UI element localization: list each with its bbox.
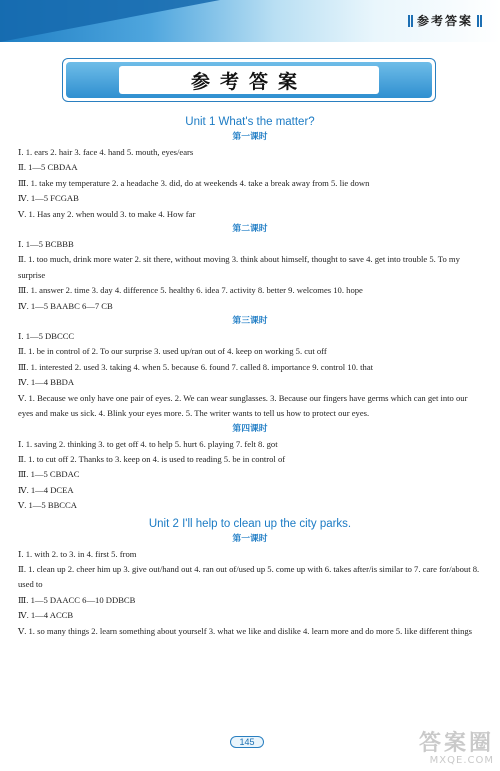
answer-line: Ⅲ. 1. interested 2. used 3. taking 4. when 5. because 6. found 7. called 8. importance 9. control 10. that <box>18 361 374 372</box>
lesson-title: 第二课时 <box>232 224 268 235</box>
answer-line: Ⅰ. 1. with 2. to 3. in 4. first 5. from <box>18 548 137 559</box>
lesson-title: 第一课时 <box>232 132 268 142</box>
answer-line: Ⅲ. 1—5 CBDAC <box>18 469 80 480</box>
answer-line: Ⅳ. 1—4 ACCB <box>18 610 74 621</box>
answer-line: Ⅰ. 1—5 DBCCC <box>18 331 75 342</box>
answer-line: Ⅲ. 1—5 DAACC 6—10 DDBCB <box>18 594 136 605</box>
answer-line: Ⅴ. 1—5 BBCCA <box>18 500 77 511</box>
answer-line: Ⅳ. 1—4 BBDA <box>18 377 75 388</box>
lesson-title: 第三课时 <box>232 316 268 327</box>
title-banner <box>62 58 436 102</box>
lesson-title: 第一课时 <box>232 533 268 544</box>
lesson-title: 第四课时 <box>232 423 268 434</box>
header-title <box>408 12 482 29</box>
unit-title: Unit 2 I'll help to clean up the city parks. <box>148 517 352 530</box>
answer-line: Ⅲ. 1. answer 2. time 3. day 4. difference 5. healthy 6. idea 7. activity 8. better 9. welcomes 10. hope <box>18 285 363 296</box>
unit-title: Unit 1 What's the matter? <box>185 116 315 128</box>
answer-line: Ⅴ. 1. Because we only have one pair of eyes. 2. We can wear sunglasses. 3. Because our fingers have germs which can get into our eyes and make us sick. 4. Blink your eyes more. 5. The writer wants to tell us how to protect our eyes. <box>18 392 468 419</box>
answer-line: Ⅱ. 1. clean up 2. cheer him up 3. give out/hand out 4. ran out of/used up 5. come up with 6. takes after/is similar to 7. care for/about 8. used to <box>18 563 480 590</box>
answer-line: Ⅱ. 1. be in control of 2. To our surprise 3. used up/ran out of 4. keep on working 5. cut off <box>18 346 327 357</box>
watermark-top: 答案圈 <box>418 731 494 756</box>
answer-line: Ⅴ. 1. Has any 2. when would 3. to make 4. How far <box>18 208 196 219</box>
header-bars-icon-right <box>477 15 482 27</box>
answer-line: Ⅲ. 1. take my temperature 2. a headache 3. did, do at weekends 4. take a break away from 5. lie down <box>18 177 370 188</box>
title-banner-inner <box>66 62 432 98</box>
answer-line: Ⅰ. 1—5 BCBBB <box>18 239 74 250</box>
header-wedge <box>0 0 220 42</box>
header-bars-icon <box>408 15 413 27</box>
answer-line: Ⅱ. 1. to cut off 2. Thanks to 3. keep on 4. is used to reading 5. be in control of <box>18 453 286 464</box>
answer-line: Ⅱ. 1. too much, drink more water 2. sit there, without moving 3. think about himself, thought to save 4. get into trouble 5. To my surprise <box>18 254 460 280</box>
answer-line: Ⅳ. 1—5 BAABC 6—7 CB <box>18 300 113 311</box>
answer-line: Ⅳ. 1—4 DCEA <box>18 484 74 495</box>
header-title-text: 参考答案 <box>416 14 473 28</box>
answer-content <box>18 112 482 639</box>
watermark-logo <box>374 733 494 767</box>
answer-line: Ⅰ. 1. ears 2. hair 3. face 4. hand 5. mouth, eyes/ears <box>18 147 194 157</box>
answer-line: Ⅰ. 1. saving 2. thinking 3. to get off 4. to help 5. hurt 6. playing 7. felt 8. got <box>18 438 278 449</box>
answer-line: Ⅱ. 1—5 CBDAA <box>18 162 78 173</box>
answer-line: Ⅳ. 1—5 FCGAB <box>18 193 79 204</box>
watermark-bottom: MXQE.COM <box>429 755 494 766</box>
page-number: 145 <box>230 736 264 748</box>
answer-line: Ⅴ. 1. so many things 2. learn something about yourself 3. what we like and dislike 4. learn more and do more 5. like different things <box>18 625 473 636</box>
page-title: 参考答案 <box>119 66 379 94</box>
